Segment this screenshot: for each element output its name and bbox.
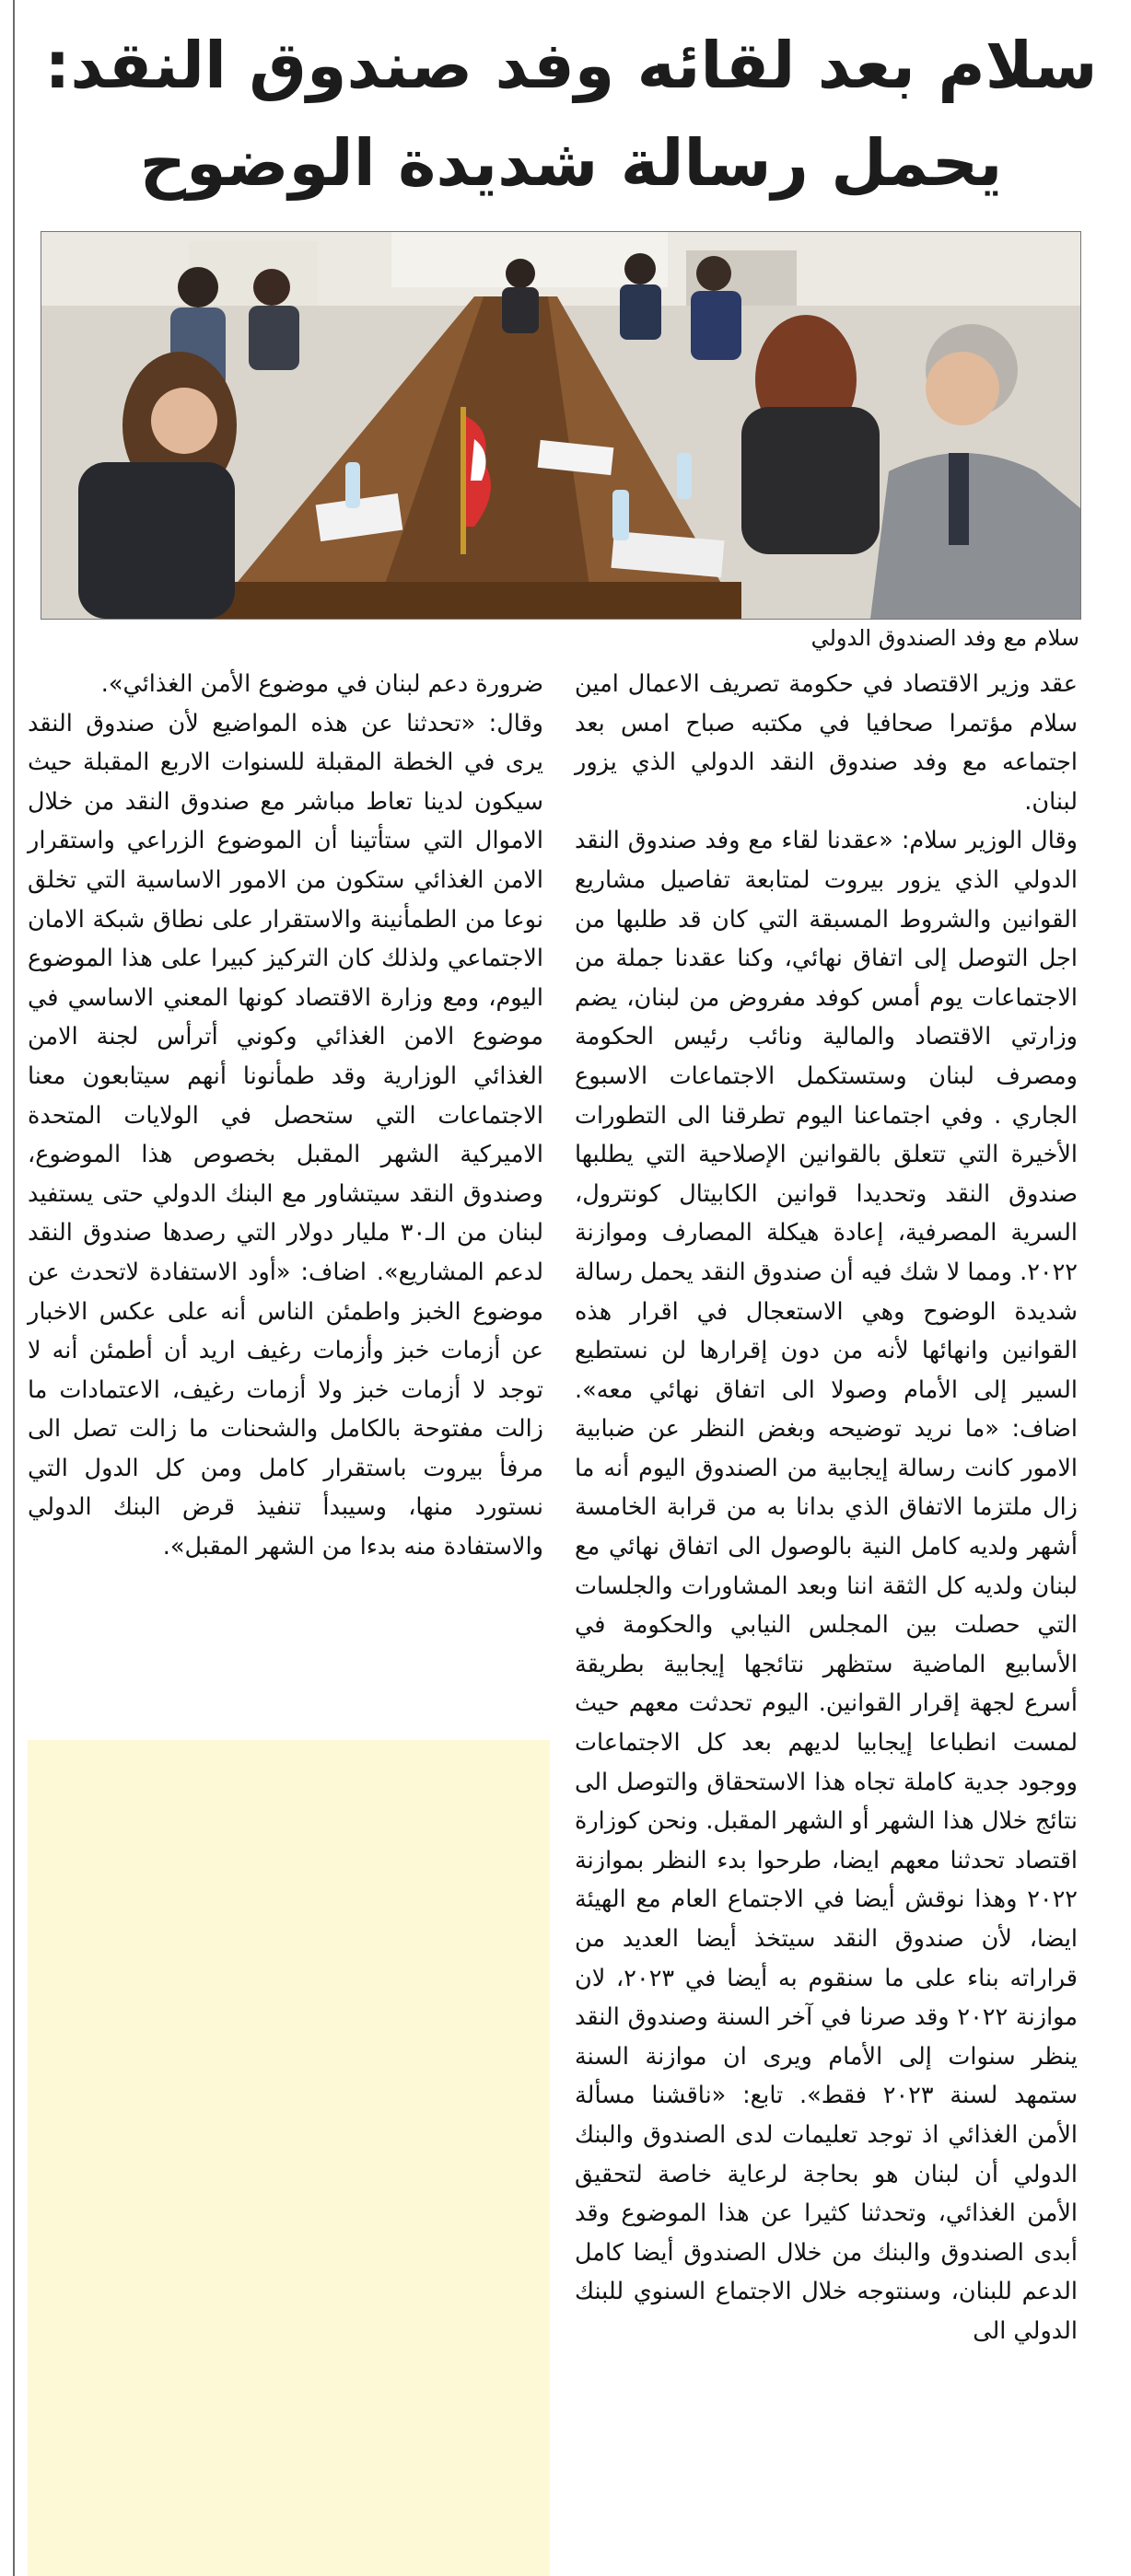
article-column-right <box>575 665 1078 2351</box>
article-column-left <box>28 665 543 1567</box>
article-paragraph: ضرورة دعم لبنان في موضوع الأمن الغذائي». <box>100 670 543 698</box>
article-paragraph: عقد وزير الاقتصاد في حكومة تصريف الاعمال امين سلام مؤتمرا صحافيا في مكتبه صباح امس بعد اجتماعه مع وفد صندوق النقد الدولي الذي يزور لبنان. <box>575 670 1078 816</box>
meeting-photo <box>41 231 1081 620</box>
headline-line-1: سلام بعد لقائه وفد صندوق النقد: <box>44 28 1098 103</box>
article-paragraph: وقال: «تحدثنا عن هذه المواضيع لأن صندوق النقد يرى في الخطة المقبلة للسنوات الاربع المقبلة حيث سيكون لدينا تعاط مباشر مع صندوق النقد من خلال الاموال التي ستأتينا أن الموضوع الزراعي واستقرار الامن الغذائي ستكون من الامور الاساسية التي تخلق نوعا من الطمأنينة والاستقرار على نطاق شبكة الامان الاجتماعي ولذلك كان التركيز كبيرا على هذا الموضوع اليوم، ومع وزارة الاقتصاد كونها المعني الاساسي في موضوع الامن الغذائي وكوني أترأس لجنة الامن الغذائي الوزارية وقد طمأنونا أنهم سيتابعون معنا الاجتماعات التي ستحصل في الولايات المتحدة الاميركية الشهر المقبل بخصوص هذا الموضوع، وصندوق النقد سيتشاور مع البنك الدولي حتى يستفيد لبنان من الـ٣٠ مليار دولار التي رصدها صندوق النقد لدعم المشاريع». اضاف: «أود الاستفادة لاتحدث عن موضوع الخبز واطمئن الناس أنه على عكس الاخبار عن أزمات خبز وأزمات رغيف اريد أن أطمئن أنه لا توجد لا أزمات خبز ولا أزمات رغيف، الاعتمادات ما زالت مفتوحة بالكامل والشحنات ما زالت تصل الى مرفأ بيروت باستقرار كامل ومن كل الدول التي نستورد منها، وسيبدأ تنفيذ قرض البنك الدولي والاستفادة منه بدءا من الشهر المقبل». <box>28 709 543 1561</box>
headline <box>37 17 1105 212</box>
yellow-background-box <box>28 1740 550 2576</box>
article-paragraph: وقال الوزير سلام: «عقدنا لقاء مع وفد صندوق النقد الدولي الذي يزور بيروت لمتابعة تفاصيل مشاريع القوانين والشروط المسبقة التي كان قد طلبها من اجل التوصل إلى اتفاق نهائي، وكنا عقدنا جملة من الاجتماعات يوم أمس كوفد مفروض من لبنان، يضم وزارتي الاقتصاد والمالية ونائب رئيس الحكومة ومصرف لبنان وستستكمل الاجتماعات الاسبوع الجاري . وفي اجتماعنا اليوم تطرقنا الى التطورات الأخيرة التي تتعلق بالقوانين الإصلاحية التي يطلبها صندوق النقد وتحديدا قوانين الكابيتال كونترول، السرية المصرفية، إعادة هيكلة المصارف وموازنة ٢٠٢٢. ومما لا شك فيه أن صندوق النقد يحمل رسالة شديدة الوضوح وهي الاستعجال في اقرار هذه القوانين وانهائها لأنه من دون إقرارها لن نستطيع السير إلى الأمام وصولا الى اتفاق نهائي معه». اضاف: «ما نريد توضيحه وبغض النظر عن ضبابية الامور كانت رسالة إيجابية من الصندوق اليوم أنه ما زال ملتزما الاتفاق الذي بدانا به من قرابة الخامسة أشهر ولديه كامل النية بالوصول الى اتفاق نهائي مع لبنان ولديه كل الثقة اننا وبعد المشاورات والجلسات التي حصلت بين المجلس النيابي والحكومة في الأسابيع الماضية ستظهر نتائجها إيجابية بطريقة أسرع لجهة إقرار القوانين. اليوم تحدثت معهم حيث لمست انطباعا إيجابيا لديهم بعد كل الاجتماعات ووجود جدية كاملة تجاه هذا الاستحقاق والتوصل الى نتائج خلال هذا الشهر أو الشهر المقبل. ونحن كوزارة اقتصاد تحدثنا معهم ايضا، طرحوا بدء النظر بموازنة ٢٠٢٢ وهذا نوقش أيضا في الاجتماع العام مع الهيئة ايضا، لأن صندوق النقد سيتخذ أيضا العديد من قراراته بناء على ما سنقوم به أيضا في ٢٠٢٣، لان موازنة ٢٠٢٢ وقد صرنا في آخر السنة وصندوق النقد ينظر سنوات إلى الأمام ويرى ان موازنة السنة ستمهد لسنة ٢٠٢٣ فقط». تابع: «ناقشنا مسألة الأمن الغذائي اذ توجد تعليمات لدى الصندوق والبنك الدولي أن لبنان هو بحاجة لرعاية خاصة لتحقيق الأمن الغذائي، وتحدثنا كثيرا عن هذا الموضوع وقد أبدى الصندوق والبنك من خلال الصندوق أيضا كامل الدعم للبنان، وسنتوجه خلال الاجتماع السنوي للبنك الدولي الى <box>575 827 1079 2345</box>
page-border-line <box>13 0 15 2576</box>
photo-caption: سلام مع وفد الصندوق الدولي <box>810 625 1079 651</box>
headline-line-2: يحمل رسالة شديدة الوضوح <box>139 125 1003 201</box>
